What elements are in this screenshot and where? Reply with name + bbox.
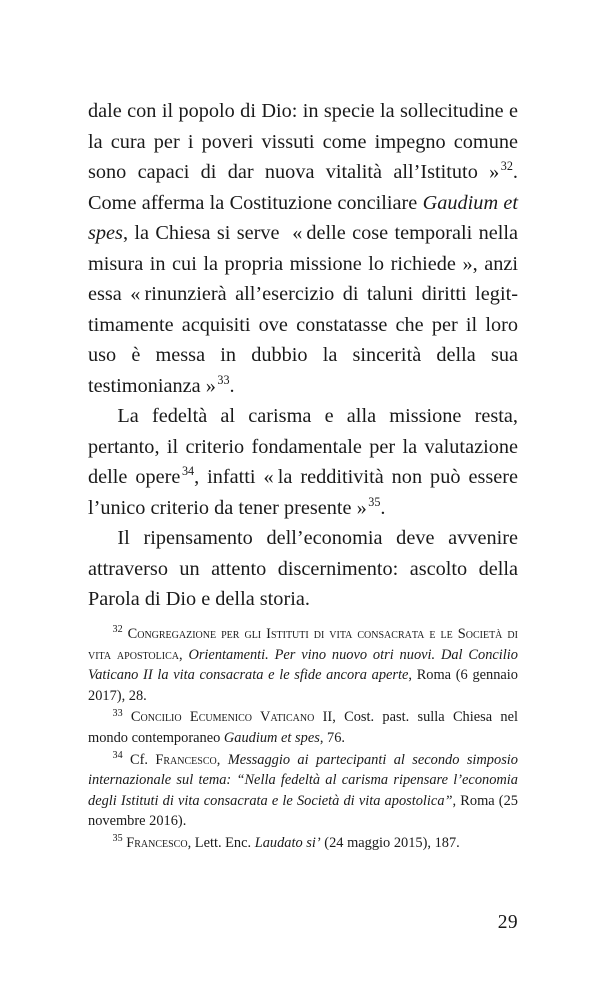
footnote-marker: 35	[112, 833, 123, 845]
footnote-item: $^{33}$ Concilio Ecumenico Vaticano II, Cost. past. sulla Chiesa nel mondo contemporaneo Gaudium et spes, 76.	[88, 707, 518, 746]
footnote-marker: 33	[112, 707, 123, 719]
small-caps-text: Congregazione per gli Istituti di vita consacrata e le Società di vita apostolica	[88, 626, 518, 663]
italic-text: Gaudium et spes	[88, 191, 518, 244]
footnote-reference: 32	[500, 159, 513, 174]
footnote-reference: 33	[217, 372, 230, 387]
small-caps-text: Francesco	[126, 834, 188, 851]
footnote-marker: 32	[112, 624, 123, 636]
page-number: 29	[497, 912, 518, 933]
body-paragraph: Il ripensamento dell’economia deve avvenire attraverso un attento discernimento: ascolto della Parola di Dio e della storia.	[88, 527, 518, 610]
italic-text: Messaggio ai partecipanti al secondo simposio internazionale sul tema: “Nella fedeltà al carisma ripensare l’economia degli Istituti di vita consacrata e le Società di vita apostolica”	[88, 751, 518, 809]
small-caps-text: Francesco	[155, 751, 217, 768]
small-caps-text: Concilio Ecumenico Vaticano II	[130, 709, 333, 726]
footnotes-block	[88, 610, 518, 855]
body-paragraph: La fedeltà al carisma e alla missione resta, pertanto, il criterio fondamentale per la valutazione delle opere $^{34}$, infatti « la redditività non può essere l’unico criterio da tener presente » $^{35}$.	[88, 405, 518, 519]
footnote-reference: 35	[368, 494, 381, 509]
footnote-reference: 34	[181, 464, 195, 479]
italic-text: Gaudium et spes	[223, 729, 320, 746]
footnote-item: $^{35}$ Francesco, Lett. Enc. Laudato si’ (24 maggio 2015), 187.	[112, 833, 460, 851]
italic-text: Orientamenti. Per vino nuovo otri nuovi. Dal Concilio Vaticano II la vita consacrata e le sfide ancora aperte	[88, 646, 518, 684]
italic-text: Laudato si’	[254, 834, 321, 851]
footnote-marker: 34	[112, 749, 123, 761]
body-paragraph: dale con il popolo di Dio: in specie la sollecitudine e la cura per i poveri vissuti come impegno comune sono capaci di dar nuova vitalità all’Istituto » $^{32}$. Come afferma la Costituzione conciliare Gaudium et spes, la Chiesa si serve « delle cose temporali nella misura in cui la propria missione lo richiede », anzi essa « rinunzierà all’esercizio di taluni diritti legittimamente acquisiti ove constatasse che per il loro uso è messa in dubbio la sincerità della sua testimonianza » $^{33}$.	[88, 100, 518, 397]
footnote-item: $^{32}$ Congregazione per gli Istituti di vita consacrata e le Società di vita apostolica, Orientamenti. Per vino nuovo otri nuovi. Dal Concilio Vaticano II la vita consacrata e le sfide ancora aperte, Roma (6 gennaio 2017), 28.	[88, 624, 519, 704]
footnote-item: $^{34}$ Cf. Francesco, Messaggio ai partecipanti al secondo simposio internazionale sul tema: “Nella fedeltà al carisma ripensare l’economia degli Istituti di vita consacrata e le Società di vita apostolica”, Roma (25 novembre 2016).	[88, 749, 518, 830]
body-text-block	[88, 96, 518, 615]
footnotes-list	[88, 624, 518, 854]
